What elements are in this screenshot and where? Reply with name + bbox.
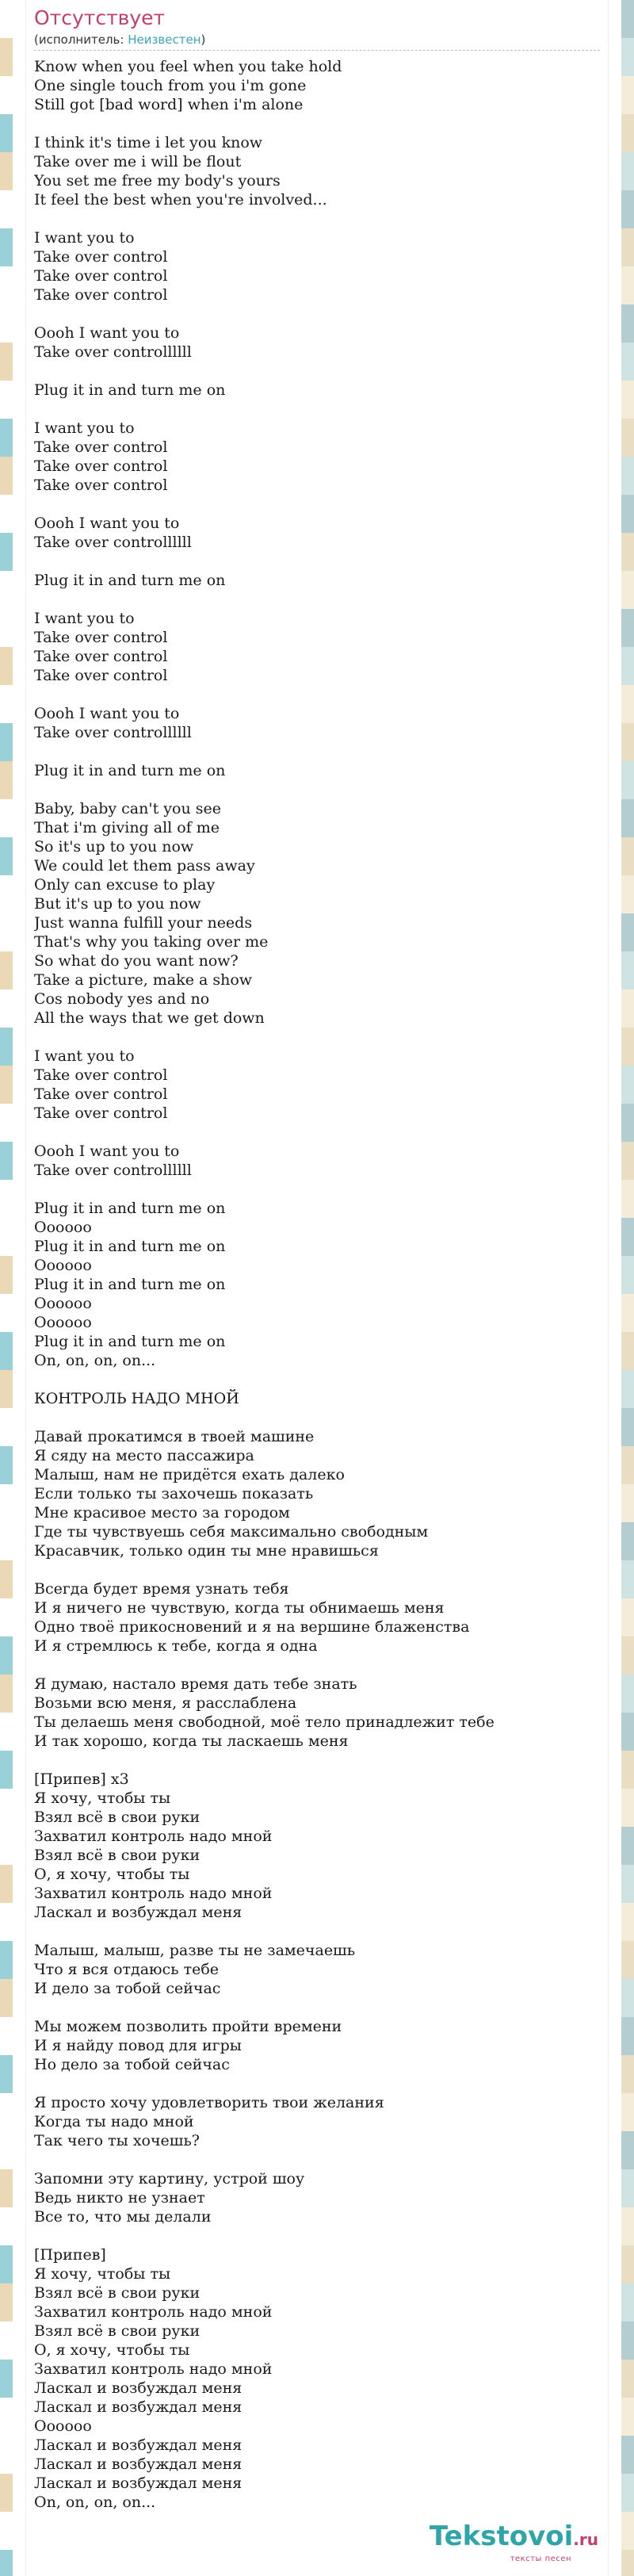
- decor-stripe: [0, 1446, 13, 1484]
- lyrics-line: Когда ты надо мной: [34, 2113, 194, 2130]
- decor-stripe: [621, 1332, 634, 1370]
- lyrics-line: Я хочу, чтобы ты: [34, 2265, 171, 2283]
- artist-prefix: (исполнитель:: [34, 33, 128, 47]
- decor-stripe: [621, 0, 634, 38]
- lyrics-line: КОНТРОЛЬ НАДО МНОЙ: [34, 1390, 239, 1407]
- lyrics-line: Cos nobody yes and no: [34, 990, 210, 1008]
- decor-stripe: [0, 1332, 13, 1370]
- lyrics-line: Малыш, нам не придётся ехать далеко: [34, 1466, 345, 1483]
- lyrics-blank-line: [34, 1998, 608, 2017]
- lyrics-line: Take over control: [34, 1066, 168, 1084]
- lyrics-line: Малыш, малыш, разве ты не замечаешь: [34, 1942, 356, 1959]
- song-header: [26, 0, 608, 48]
- lyrics-line: Ласкал и возбуждал меня: [34, 2475, 243, 2492]
- decor-stripe: [0, 2131, 13, 2169]
- decor-stripe: [621, 2055, 634, 2093]
- lyrics-line: И так хорошо, когда ты ласкаешь меня: [34, 1732, 349, 1750]
- decor-stripe: [621, 457, 634, 495]
- decor-stripe: [0, 2017, 13, 2055]
- lyrics-line: Plug it in and turn me on: [34, 1238, 226, 1255]
- decor-stripe: [0, 2207, 13, 2245]
- lyrics-line: Оооооо: [34, 2417, 92, 2435]
- lyrics-blank-line: [34, 1123, 608, 1142]
- decor-stripe: [0, 799, 13, 837]
- decor-stripe: [0, 1294, 13, 1332]
- decor-stripe: [621, 951, 634, 989]
- lyrics-line: Baby, baby can't you see: [34, 800, 221, 817]
- decor-stripe: [621, 533, 634, 571]
- decor-stripe: [0, 1066, 13, 1104]
- decor-stripe: [621, 1370, 634, 1408]
- lyrics-line: Я хочу, чтобы ты: [34, 1789, 171, 1807]
- lyrics-line: So it's up to you now: [34, 838, 194, 855]
- decor-stripe: [621, 1751, 634, 1789]
- decor-stripe: [0, 419, 13, 457]
- decor-stripe: [621, 571, 634, 609]
- artist-suffix: ): [201, 33, 206, 47]
- lyrics-page: [25, 0, 609, 2576]
- lyrics-line: Мне красивое место за городом: [34, 1504, 290, 1521]
- lyrics-line: Взял всё в свои руки: [34, 1809, 201, 1826]
- decor-stripe: [0, 2398, 13, 2436]
- decor-stripe: [621, 343, 634, 381]
- decor-stripe: [0, 1675, 13, 1713]
- logo-name: Tekstovoi: [429, 2520, 574, 2552]
- decor-stripe: [0, 381, 13, 419]
- decor-stripe: [0, 2093, 13, 2131]
- decor-stripe: [0, 1218, 13, 1256]
- decor-stripe: [621, 495, 634, 533]
- lyrics-blank-line: [34, 685, 608, 704]
- decor-stripe: [0, 571, 13, 609]
- lyrics-line: Only can excuse to play: [34, 876, 216, 894]
- lyrics-line: [Припев]: [34, 2246, 106, 2264]
- lyrics-line: Take over control: [34, 248, 168, 266]
- lyrics-line: Все то, что мы делали: [34, 2208, 212, 2226]
- lyrics-line: Still got [bad word] when i'm alone: [34, 96, 304, 113]
- lyrics-line: That's why you taking over me: [34, 933, 269, 951]
- lyrics-line: Plug it in and turn me on: [34, 572, 226, 589]
- decor-stripe: [621, 1675, 634, 1713]
- decor-stripe: [621, 647, 634, 685]
- decor-stripe: [621, 2512, 634, 2550]
- lyrics-line: Ведь никто не узнает: [34, 2189, 205, 2207]
- lyrics-blank-line: [34, 1751, 608, 1770]
- decor-stripe: [621, 114, 634, 152]
- lyrics-line: Oooooo: [34, 1257, 92, 1274]
- decor-stripe: [0, 989, 13, 1028]
- decor-stripe: [621, 1446, 634, 1484]
- lyrics-line: Красавчик, только один ты мне нравишься: [34, 1542, 379, 1560]
- decor-stripe: [621, 1903, 634, 1941]
- decor-stripe: [621, 152, 634, 190]
- lyrics-line: Давай прокатимся в твоей машине: [34, 1428, 315, 1445]
- lyrics-blank-line: [34, 400, 608, 419]
- lyrics-blank-line: [34, 362, 608, 381]
- lyrics-line: I want you to: [34, 229, 135, 247]
- decor-stripe: [0, 304, 13, 343]
- decor-stripe: [0, 1104, 13, 1142]
- decor-stripe: [621, 2360, 634, 2398]
- lyrics-line: Oooh I want you to: [34, 515, 180, 532]
- decor-stripe: [0, 913, 13, 951]
- lyrics-blank-line: [34, 1922, 608, 1941]
- lyrics-line: О, я хочу, чтобы ты: [34, 2341, 190, 2359]
- decor-stripe: [0, 1256, 13, 1294]
- decor-stripe: [621, 1713, 634, 1751]
- decor-stripe: [0, 1865, 13, 1903]
- lyrics-line: Take over controllllll: [34, 724, 192, 741]
- decor-stripe: [621, 1941, 634, 1979]
- decor-stripe: [621, 685, 634, 723]
- lyrics-line: Но дело за тобой сейчас: [34, 2056, 230, 2073]
- decor-stripe: [0, 2436, 13, 2474]
- decor-stripe: [0, 1522, 13, 1560]
- lyrics-line: Захватил контроль надо мной: [34, 1828, 273, 1845]
- lyrics-blank-line: [34, 1560, 608, 1579]
- lyrics-line: Plug it in and turn me on: [34, 762, 226, 779]
- decor-stripe: [621, 2398, 634, 2436]
- lyrics-line: Oooh I want you to: [34, 705, 180, 722]
- decor-stripe: [0, 2245, 13, 2283]
- lyrics-line: И дело за тобой сейчас: [34, 1980, 221, 1997]
- decor-stripe: [621, 1827, 634, 1865]
- decor-stripe: [621, 1066, 634, 1104]
- decor-stripe: [0, 837, 13, 875]
- lyrics-line: Take over control: [34, 667, 168, 684]
- lyrics-blank-line: [34, 590, 608, 609]
- lyrics-line: Ласкал и возбуждал меня: [34, 2379, 243, 2397]
- lyrics-line: That i'm giving all of me: [34, 819, 220, 836]
- decor-stripe: [0, 1560, 13, 1598]
- decor-stripe: [621, 1028, 634, 1066]
- lyrics-line: Take over control: [34, 438, 168, 456]
- lyrics-line: Plug it in and turn me on: [34, 1200, 226, 1217]
- lyrics-blank-line: [34, 1655, 608, 1675]
- decor-stripe: [621, 1294, 634, 1332]
- lyrics-blank-line: [34, 114, 608, 133]
- decor-stripe: [0, 1827, 13, 1865]
- lyrics-line: Oooh I want you to: [34, 1143, 180, 1160]
- decor-stripe: [621, 2093, 634, 2131]
- lyrics-blank-line: [34, 304, 608, 323]
- lyrics-line: И я найду повод для игры: [34, 2037, 242, 2054]
- decor-stripe: [0, 2360, 13, 2398]
- lyrics-line: Oooh I want you to: [34, 324, 180, 342]
- artist-link[interactable]: Неизвестен: [128, 33, 201, 47]
- lyrics-line: Захватил контроль надо мной: [34, 1885, 273, 1902]
- decor-stripe: [0, 2321, 13, 2360]
- lyrics-line: Take over control: [34, 286, 168, 304]
- lyrics-line: You set me free my body's yours: [34, 172, 281, 189]
- lyrics-line: Запомни эту картину, устрой шоу: [34, 2170, 305, 2187]
- decor-stripe: [0, 1979, 13, 2017]
- lyrics-line: It feel the best when you're involved...: [34, 191, 327, 209]
- lyrics-blank-line: [34, 1028, 608, 1047]
- decor-stripe: [0, 1636, 13, 1675]
- lyrics-line: [Припев] x3: [34, 1770, 129, 1788]
- decor-stripe: [621, 609, 634, 647]
- lyrics-blank-line: [34, 780, 608, 799]
- lyrics-line: Take over controllllll: [34, 534, 192, 551]
- lyrics-line: Ласкал и возбуждал меня: [34, 1904, 243, 1921]
- lyrics-line: All the ways that we get down: [34, 1009, 265, 1027]
- lyrics-line: We could let them pass away: [34, 857, 255, 875]
- lyrics-blank-line: [34, 742, 608, 761]
- decor-stripe: [0, 1598, 13, 1636]
- decor-stripe: [0, 457, 13, 495]
- decor-stripe: [621, 761, 634, 799]
- decor-stripe: [0, 761, 13, 799]
- decor-stripe: [621, 799, 634, 837]
- decor-stripe: [621, 2474, 634, 2512]
- right-decor-stripes: [621, 0, 634, 2576]
- decor-stripe: [621, 1636, 634, 1675]
- lyrics-line: Захватил контроль надо мной: [34, 2303, 273, 2321]
- decor-stripe: [0, 152, 13, 190]
- lyrics-line: И я стремлюсь к тебе, когда я одна: [34, 1637, 318, 1655]
- decor-stripe: [621, 1979, 634, 2017]
- decor-stripe: [0, 2512, 13, 2550]
- lyrics-line: Ласкал и возбуждал меня: [34, 2398, 243, 2416]
- lyrics-line: I want you to: [34, 1047, 135, 1065]
- decor-stripe: [0, 266, 13, 304]
- decor-stripe: [0, 2055, 13, 2093]
- lyrics-line: Одно твоё прикосновений и я на вершине блаженства: [34, 1618, 470, 1636]
- decor-stripe: [0, 1370, 13, 1408]
- lyrics-line: Take over control: [34, 629, 168, 646]
- lyrics-blank-line: [34, 2150, 608, 2169]
- decor-stripe: [0, 38, 13, 76]
- lyrics-blank-line: [34, 1408, 608, 1427]
- decor-stripe: [0, 2474, 13, 2512]
- decor-stripe: [621, 1789, 634, 1827]
- decor-stripe: [0, 114, 13, 152]
- decor-stripe: [621, 1142, 634, 1180]
- lyrics-line: Что я вся отдаюсь тебе: [34, 1961, 220, 1978]
- decor-stripe: [0, 1180, 13, 1218]
- lyrics-line: Если только ты захочешь показать: [34, 1485, 314, 1502]
- lyrics-line: Take over control: [34, 1104, 168, 1122]
- decor-stripe: [621, 419, 634, 457]
- decor-stripe: [0, 1789, 13, 1827]
- lyrics-line: Take over control: [34, 267, 168, 285]
- lyrics-blank-line: [34, 495, 608, 514]
- decor-stripe: [621, 913, 634, 951]
- decor-stripe: [621, 1408, 634, 1446]
- lyrics-line: Take over me i will be flout: [34, 153, 242, 170]
- lyrics-line: О, я хочу, чтобы ты: [34, 1866, 190, 1883]
- site-logo[interactable]: [430, 2521, 598, 2563]
- decor-stripe: [0, 1142, 13, 1180]
- lyrics-blank-line: [34, 209, 608, 228]
- lyrics-blank-line: [34, 2226, 608, 2245]
- lyrics-line: Know when you feel when you take hold: [34, 58, 342, 75]
- lyrics-line: Take over control: [34, 648, 168, 665]
- decor-stripe: [621, 2207, 634, 2245]
- decor-stripe: [621, 2245, 634, 2283]
- lyrics-line: Oooooo: [34, 1314, 92, 1331]
- lyrics-line: Так чего ты хочешь?: [34, 2132, 200, 2149]
- decor-stripe: [621, 190, 634, 228]
- decor-stripe: [621, 837, 634, 875]
- decor-stripe: [621, 1522, 634, 1560]
- decor-stripe: [621, 2550, 634, 2576]
- decor-stripe: [621, 1560, 634, 1598]
- lyrics-line: Где ты чувствуешь себя максимально свободным: [34, 1523, 429, 1541]
- decor-stripe: [621, 76, 634, 114]
- lyrics-line: Oooooo: [34, 1295, 92, 1312]
- lyrics-line: I want you to: [34, 610, 135, 627]
- decor-stripe: [0, 647, 13, 685]
- lyrics-line: Взял всё в свои руки: [34, 2322, 201, 2340]
- lyrics-line: Ты делаешь меня свободной, моё тело принадлежит тебе: [34, 1713, 495, 1731]
- lyrics-line: Я сяду на место пассажира: [34, 1447, 254, 1464]
- decor-stripe: [0, 0, 13, 38]
- lyrics-line: Take over control: [34, 1085, 168, 1103]
- decor-stripe: [621, 381, 634, 419]
- logo-tagline: тексты песен: [510, 2555, 571, 2563]
- decor-stripe: [0, 1408, 13, 1446]
- left-decor-stripes: [0, 0, 13, 2576]
- lyrics-line: Take a picture, make a show: [34, 971, 253, 989]
- decor-stripe: [621, 1256, 634, 1294]
- lyrics-line: Взял всё в свои руки: [34, 1847, 201, 1864]
- decor-stripe: [0, 875, 13, 913]
- lyrics-line: One single touch from you i'm gone: [34, 77, 307, 94]
- lyrics-line: Plug it in and turn me on: [34, 1276, 226, 1293]
- artist-line: [34, 32, 600, 48]
- decor-stripe: [621, 989, 634, 1028]
- decor-stripe: [621, 304, 634, 343]
- decor-stripe: [0, 76, 13, 114]
- lyrics-line: So what do you want now?: [34, 952, 239, 970]
- decor-stripe: [0, 1028, 13, 1066]
- lyrics-blank-line: [34, 2074, 608, 2093]
- lyrics-line: Захватил контроль надо мной: [34, 2360, 273, 2378]
- decor-stripe: [0, 533, 13, 571]
- decor-stripe: [621, 1598, 634, 1636]
- lyrics-line: Мы можем позволить пройти времени: [34, 2018, 342, 2035]
- lyrics-line: Ласкал и возбуждал меня: [34, 2455, 243, 2473]
- decor-stripe: [0, 2550, 13, 2576]
- lyrics-line: Возьми всю меня, я расслаблена: [34, 1694, 297, 1712]
- lyrics-line: Я думаю, настало время дать тебе знать: [34, 1675, 357, 1693]
- decor-stripe: [621, 1865, 634, 1903]
- lyrics-line: И я ничего не чувствую, когда ты обнимаешь меня: [34, 1599, 445, 1617]
- lyrics-line: Всегда будет время узнать тебя: [34, 1580, 289, 1598]
- decor-stripe: [0, 1484, 13, 1522]
- decor-stripe: [0, 1941, 13, 1979]
- decor-stripe: [0, 609, 13, 647]
- lyrics-line: Я просто хочу удовлетворить твои желания: [34, 2094, 384, 2111]
- decor-stripe: [621, 228, 634, 266]
- decor-stripe: [621, 1104, 634, 1142]
- lyrics-line: Plug it in and turn me on: [34, 381, 226, 399]
- decor-stripe: [0, 1713, 13, 1751]
- lyrics-line: Взял всё в свои руки: [34, 2284, 201, 2302]
- lyrics-line: Just wanna fulfill your needs: [34, 914, 253, 932]
- song-title: Отсутствует: [34, 6, 166, 29]
- decor-stripe: [0, 685, 13, 723]
- decor-stripe: [0, 1751, 13, 1789]
- decor-stripe: [621, 266, 634, 304]
- decor-stripe: [621, 38, 634, 76]
- lyrics-blank-line: [34, 1370, 608, 1389]
- decor-stripe: [0, 190, 13, 228]
- lyrics-line: Take over controllllll: [34, 1162, 192, 1179]
- lyrics-line: Take over controllllll: [34, 343, 192, 361]
- decor-stripe: [621, 1484, 634, 1522]
- decor-stripe: [621, 2131, 634, 2169]
- decor-stripe: [621, 723, 634, 761]
- decor-stripe: [0, 228, 13, 266]
- lyrics-line: Take over control: [34, 457, 168, 475]
- lyrics-line: Take over control: [34, 477, 168, 494]
- decor-stripe: [621, 2321, 634, 2360]
- lyrics-text: [26, 51, 608, 2512]
- lyrics-line: But it's up to you now: [34, 895, 201, 913]
- lyrics-blank-line: [34, 552, 608, 571]
- lyrics-line: On, on, on, on...: [34, 2494, 156, 2511]
- lyrics-line: I think it's time i let you know: [34, 134, 263, 151]
- lyrics-line: Oooooo: [34, 1219, 92, 1236]
- decor-stripe: [621, 1218, 634, 1256]
- lyrics-line: Plug it in and turn me on: [34, 1333, 226, 1350]
- decor-stripe: [0, 2283, 13, 2321]
- decor-stripe: [0, 1903, 13, 1941]
- decor-stripe: [0, 723, 13, 761]
- decor-stripe: [621, 2283, 634, 2321]
- logo-tld: .ru: [573, 2530, 598, 2549]
- lyrics-line: I want you to: [34, 419, 135, 437]
- logo-wordmark: [430, 2521, 598, 2555]
- lyrics-line: Ласкал и возбуждал меня: [34, 2436, 243, 2454]
- decor-stripe: [621, 1180, 634, 1218]
- decor-stripe: [621, 2436, 634, 2474]
- decor-stripe: [0, 951, 13, 989]
- decor-stripe: [621, 2169, 634, 2207]
- decor-stripe: [621, 2017, 634, 2055]
- decor-stripe: [0, 2169, 13, 2207]
- lyrics-line: On, on, on, on...: [34, 1352, 156, 1369]
- decor-stripe: [0, 343, 13, 381]
- lyrics-blank-line: [34, 1180, 608, 1199]
- decor-stripe: [621, 875, 634, 913]
- decor-stripe: [0, 495, 13, 533]
